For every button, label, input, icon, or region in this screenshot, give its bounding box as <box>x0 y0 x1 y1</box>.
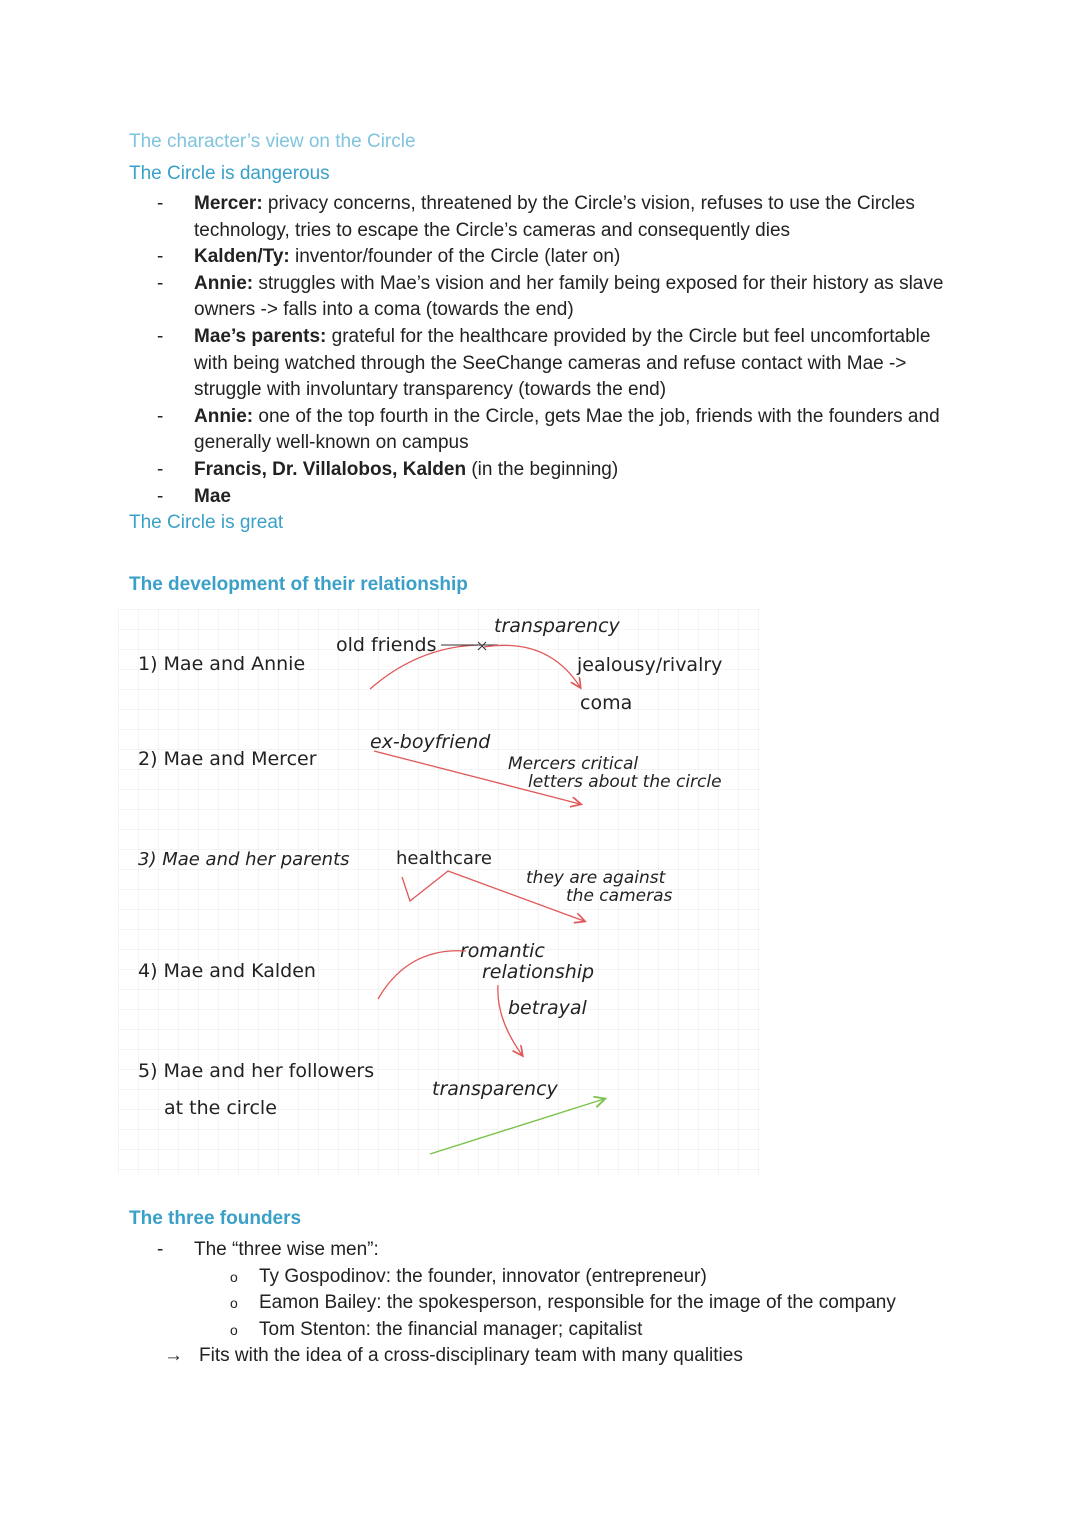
relationship-diagram <box>118 609 760 1175</box>
label-against-2: the cameras <box>566 886 673 906</box>
label-healthcare: healthcare <box>396 848 492 869</box>
label-transparency-bottom: transparency <box>432 1078 558 1100</box>
section-title-relationship: The development of their relationship <box>129 574 468 595</box>
row-label-mae-parents: 3) Mae and her parents <box>138 849 350 870</box>
list-item: - Mae <box>157 485 231 507</box>
founders-conclusion: → Fits with the idea of a cross-disciplinary team with many qualities <box>146 1343 966 1370</box>
row-label-mae-followers-2: at the circle <box>164 1097 277 1119</box>
founders-intro: - The “three wise men”: <box>157 1239 379 1260</box>
label-romantic-1: romantic <box>460 940 545 962</box>
list-item: - Francis, Dr. Villalobos, Kalden (in the beginning) <box>157 458 619 480</box>
founders-block <box>146 1237 966 1370</box>
label-betrayal: betrayal <box>508 997 587 1019</box>
founder-item: o Eamon Bailey: the spokesperson, responsible for the image of the company <box>230 1292 896 1314</box>
row-label-mae-followers-1: 5) Mae and her followers <box>138 1060 375 1082</box>
character-view-list <box>146 191 966 510</box>
label-against-1: they are against <box>526 868 666 888</box>
label-transparency-top: transparency <box>494 615 620 637</box>
label-mercer-letters-2: letters about the circle <box>528 772 722 792</box>
list-item: - Mae’s parents: grateful for the healthcare provided by the Circle but feel uncomfortable with being watched through the SeeChange cameras and refuse contact with Mae -> struggle with involuntary transparency (towards the end) <box>157 325 931 401</box>
row-label-mae-mercer: 2) Mae and Mercer <box>138 748 317 770</box>
founder-item: o Tom Stenton: the financial manager; capitalist <box>230 1318 643 1340</box>
list-item: - Annie: one of the top fourth in the Circle, gets Mae the job, friends with the founders and generally well-known on campus <box>157 405 940 454</box>
founder-item: o Ty Gospodinov: the founder, innovator (entrepreneur) <box>230 1265 707 1287</box>
label-ex-boyfriend: ex-boyfriend <box>370 731 491 753</box>
label-coma: coma <box>580 692 633 714</box>
label-romantic-2: relationship <box>482 961 595 983</box>
label-old-friends: old friends <box>336 634 437 656</box>
arrow-right-icon: → <box>164 1345 183 1367</box>
row-label-mae-annie: 1) Mae and Annie <box>138 653 306 675</box>
row-label-mae-kalden: 4) Mae and Kalden <box>138 960 316 982</box>
list-item: - Kalden/Ty: inventor/founder of the Circle (later on) <box>157 246 621 268</box>
section-title-characters-view: The character’s view on the Circle <box>129 131 416 152</box>
label-jealousy-rivalry: jealousy/rivalry <box>577 654 723 676</box>
list-item: - Annie: struggles with Mae’s vision and her family being exposed for their history as slave owners -> falls into a coma (towards the end) <box>157 272 944 321</box>
list-item: - Mercer: privacy concerns, threatened by the Circle’s vision, refuses to use the Circles technology, tries to escape the Circle’s cameras and consequently dies <box>157 193 915 241</box>
section-title-founders: The three founders <box>129 1208 302 1229</box>
label-mercer-letters-1: Mercers critical <box>508 754 639 774</box>
subtitle-circle-dangerous: The Circle is dangerous <box>129 163 330 184</box>
subtitle-circle-great: The Circle is great <box>129 512 284 533</box>
